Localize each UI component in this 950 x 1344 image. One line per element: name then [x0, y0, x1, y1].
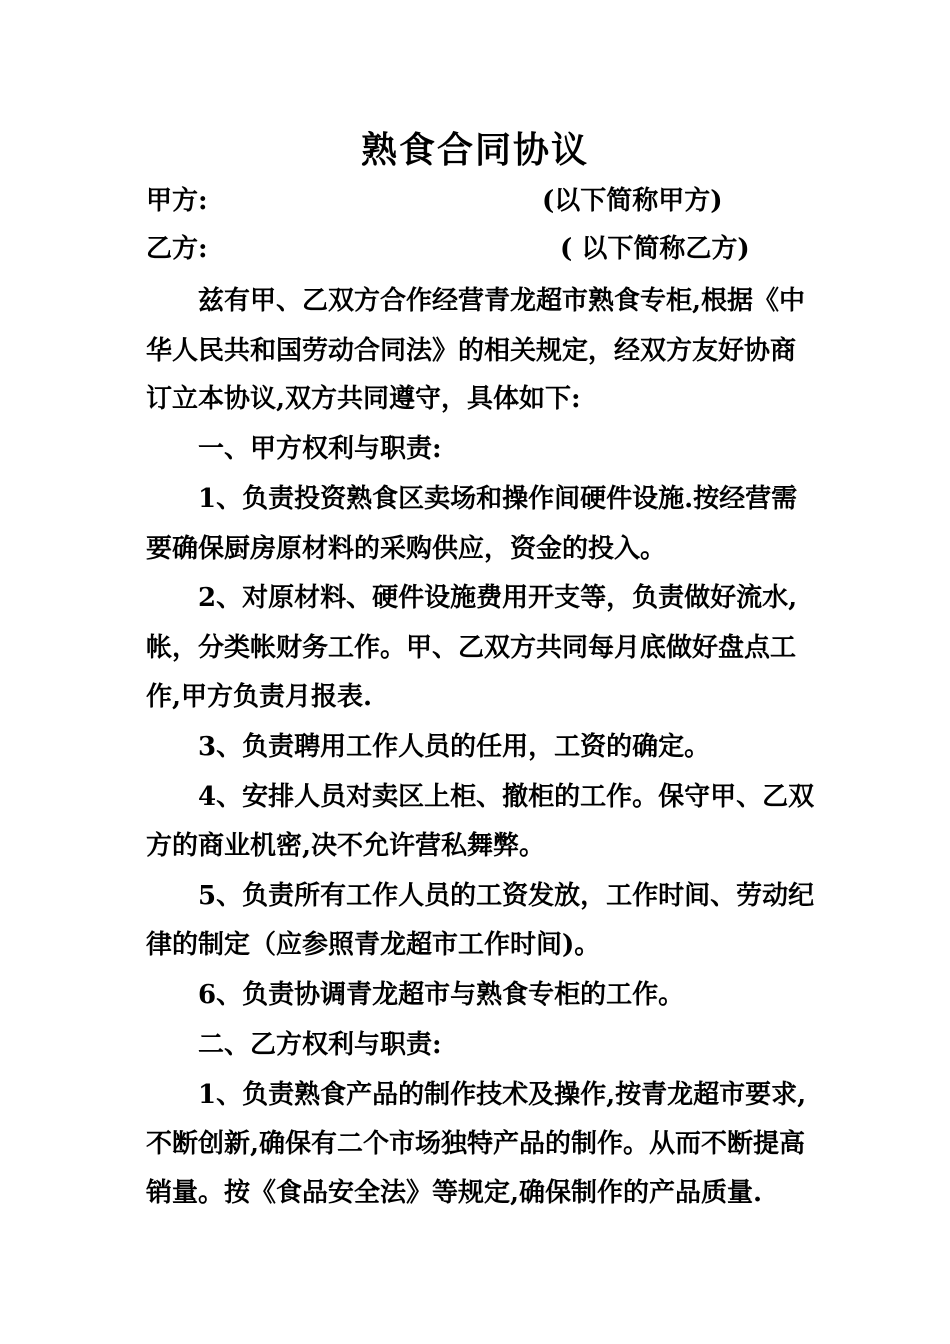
party-a-note: (以下简称甲方): [542, 186, 723, 216]
body-line: 6、负责协调青龙超市与熟食专柜的工作。: [146, 980, 685, 1010]
body-line: 3、负责聘用工作人员的任用，工资的确定。: [146, 732, 711, 762]
section-heading-party-b: 二、乙方权利与职责:: [146, 1030, 442, 1060]
body-line: 不断创新,确保有二个市场独特产品的制作。从而不断提高: [146, 1129, 806, 1159]
body-line: 方的商业机密,决不允许营私舞弊。: [146, 831, 546, 861]
body-line: 律的制定（应参照青龙超市工作时间)。: [146, 930, 601, 960]
body-line: 销量。按《食品安全法》等规定,确保制作的产品质量.: [146, 1178, 763, 1208]
party-a-label: 甲方:: [146, 186, 208, 216]
body-line: 5、负责所有工作人员的工资发放，工作时间、劳动纪: [146, 881, 815, 911]
body-line: 2、对原材料、硬件设施费用开支等，负责做好流水,: [146, 583, 798, 613]
party-b-note: ( 以下简称乙方): [560, 234, 750, 264]
party-b-label: 乙方:: [146, 234, 208, 264]
section-heading-party-a: 一、甲方权利与职责:: [146, 434, 442, 464]
body-line: 帐，分类帐财务工作。甲、乙双方共同每月底做好盘点工: [146, 633, 797, 663]
document-title: 熟食合同协议: [360, 129, 589, 171]
body-line: 华人民共和国劳动合同法》的相关规定，经双方友好协商: [146, 336, 797, 366]
body-line: 1、负责熟食产品的制作技术及操作,按青龙超市要求,: [146, 1080, 807, 1110]
body-line: 作,甲方负责月报表.: [146, 682, 373, 712]
body-line: 要确保厨房原材料的采购供应，资金的投入。: [146, 534, 667, 564]
body-line: 订立本协议,双方共同遵守，具体如下:: [146, 384, 581, 414]
body-line: 1、负责投资熟食区卖场和操作间硬件设施.按经营需: [146, 484, 798, 514]
body-line: 4、安排人员对卖区上柜、撤柜的工作。保守甲、乙双: [146, 782, 815, 812]
body-line: 兹有甲、乙双方合作经营青龙超市熟食专柜,根据《中: [146, 286, 806, 316]
